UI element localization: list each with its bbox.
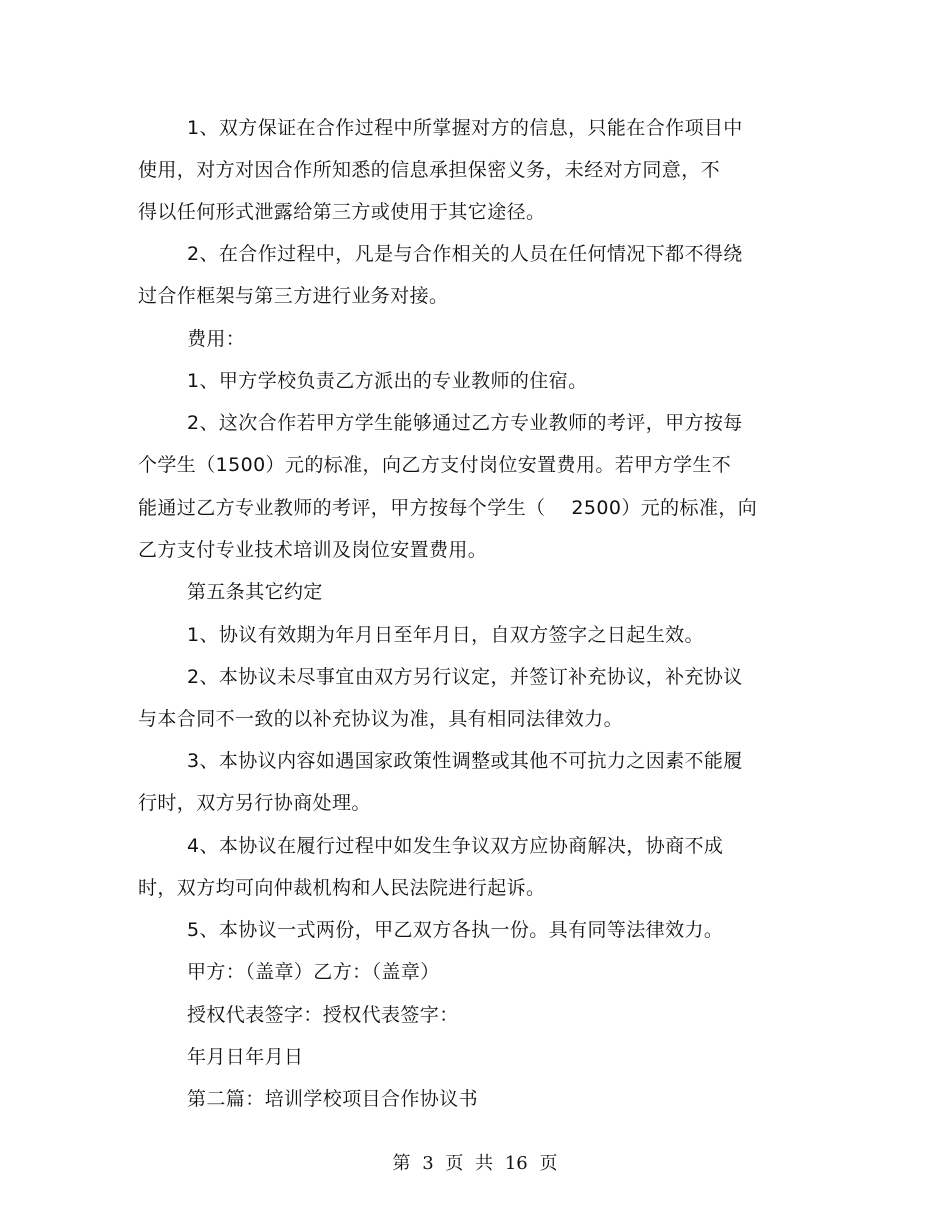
text-line: 4、本协议在履行过程中如发生争议双方应协商解决，协商不成 bbox=[187, 835, 724, 857]
text-line: 使用，对方对因合作所知悉的信息承担保密义务，未经对方同意，不 bbox=[138, 159, 721, 181]
text-segment: 能通过乙方专业教师的考评，甲方按每个学生（ bbox=[138, 497, 546, 519]
signature-date-line: 年月日年月日 bbox=[187, 1046, 304, 1068]
text-line bbox=[138, 495, 757, 521]
text-line: 1、协议有效期为年月日至年月日，自双方签字之日起生效。 bbox=[187, 624, 704, 646]
article-heading: 第五条其它约定 bbox=[187, 581, 323, 603]
text-line: 3、本协议内容如遇国家政策性调整或其他不可抗力之因素不能履 bbox=[187, 750, 743, 772]
text-line: 得以任何形式泄露给第三方或使用于其它途径。 bbox=[138, 201, 546, 223]
page-number-footer: 第 3 页 共 16 页 bbox=[392, 1153, 558, 1174]
text-line: 乙方支付专业技术培训及岗位安置费用。 bbox=[138, 539, 488, 561]
signature-party-line: 甲方：（盖章）乙方：（盖章） bbox=[187, 961, 440, 983]
chapter-heading: 第二篇：培训学校项目合作协议书 bbox=[187, 1088, 479, 1110]
text-line: 行时，双方另行协商处理。 bbox=[138, 792, 371, 814]
text-line: 与本合同不一致的以补充协议为准，具有相同法律效力。 bbox=[138, 708, 624, 730]
text-line: 1、甲方学校负责乙方派出的专业教师的住宿。 bbox=[187, 370, 588, 392]
text-line: 1、双方保证在合作过程中所掌握对方的信息，只能在合作项目中 bbox=[187, 117, 743, 139]
text-line: 2、这次合作若甲方学生能够通过乙方专业教师的考评，甲方按每 bbox=[187, 412, 743, 434]
text-segment: 2500）元的标准，向 bbox=[571, 497, 758, 519]
text-line: 时，双方均可向仲裁机构和人民法院进行起诉。 bbox=[138, 877, 546, 899]
text-line: 5、本协议一式两份，甲乙双方各执一份。具有同等法律效力。 bbox=[187, 919, 724, 941]
signature-representative-line: 授权代表签字：授权代表签字： bbox=[187, 1004, 459, 1026]
text-line: 2、在合作过程中，凡是与合作相关的人员在任何情况下都不得绕 bbox=[187, 243, 743, 265]
text-line: 过合作框架与第三方进行业务对接。 bbox=[138, 285, 449, 307]
text-line: 2、本协议未尽事宜由双方另行议定，并签订补充协议，补充协议 bbox=[187, 666, 743, 688]
section-label: 费用： bbox=[187, 328, 246, 350]
text-line: 个学生（1500）元的标准，向乙方支付岗位安置费用。若甲方学生不 bbox=[138, 454, 732, 476]
